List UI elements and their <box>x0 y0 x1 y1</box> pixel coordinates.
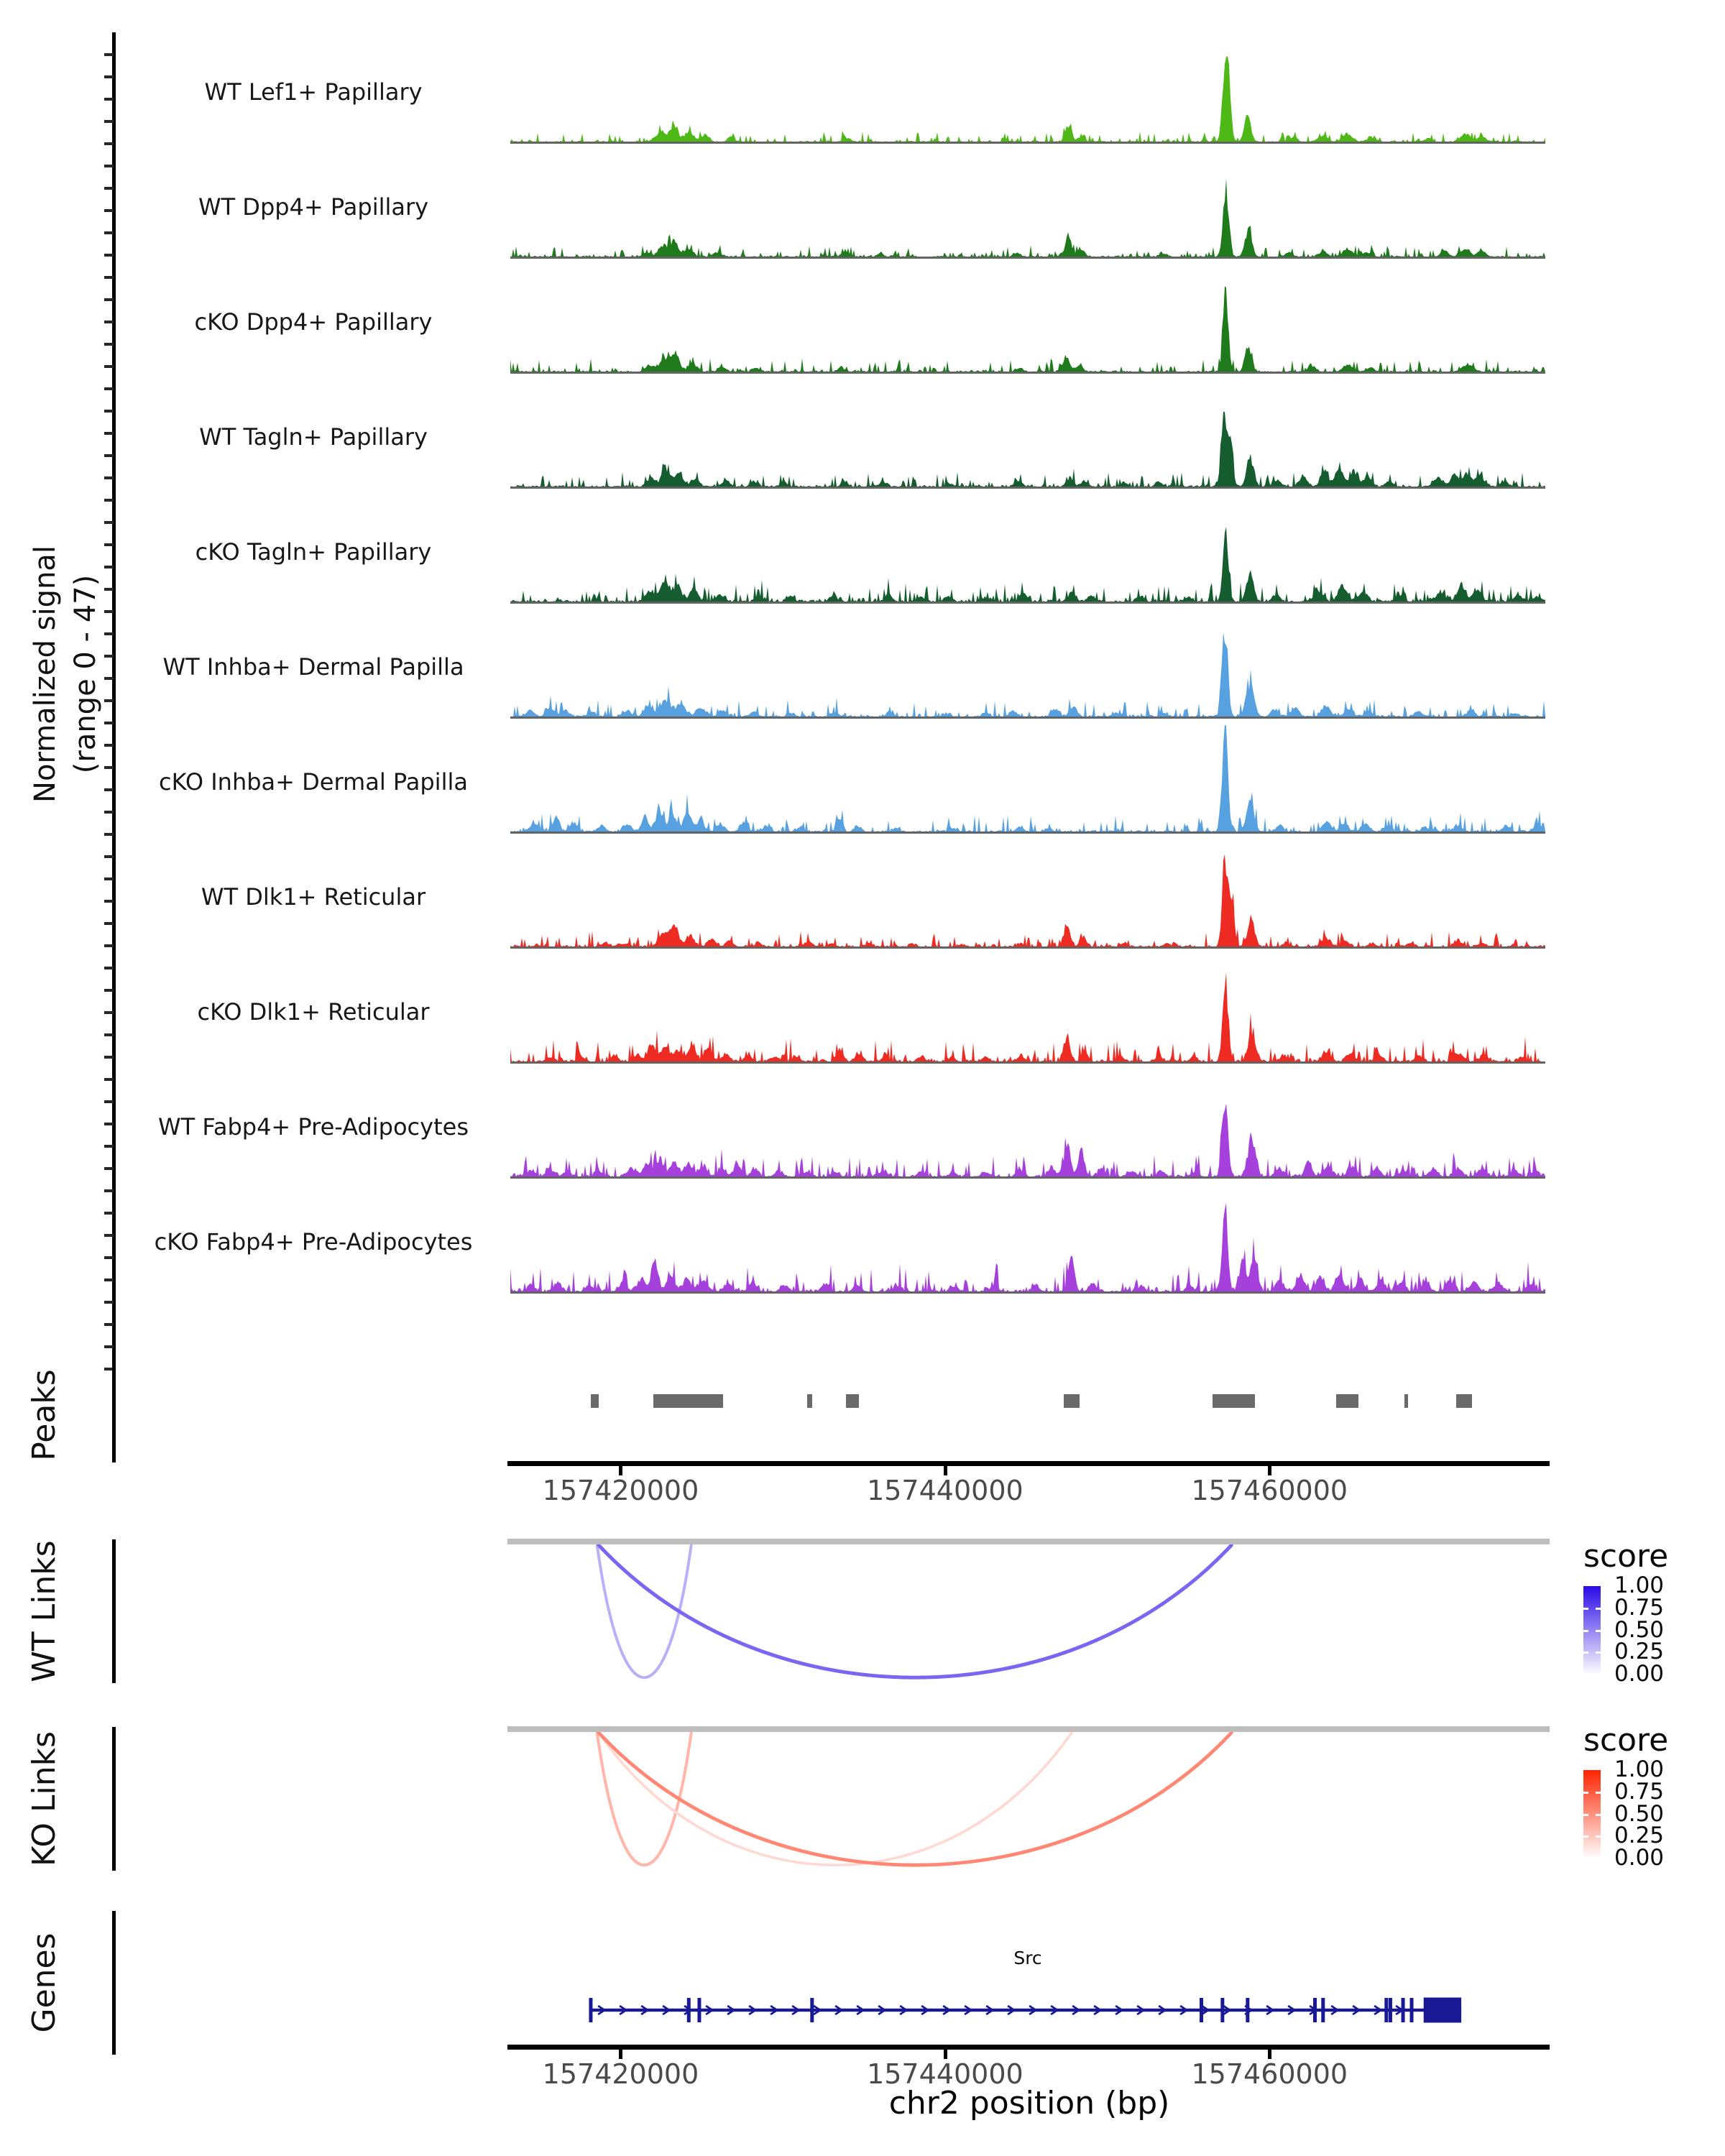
bottom-x-axis-line <box>507 2045 1550 2050</box>
track-label-4: cKO Tagln+ Papillary <box>195 538 432 566</box>
wt-links-section-label: WT Links <box>26 1540 63 1682</box>
gene-name-label: Src <box>1013 1948 1042 1968</box>
x-axis-tick-label: 157420000 <box>542 2058 699 2090</box>
peak-interval <box>1456 1394 1473 1408</box>
legend-value-label: 0.25 <box>1614 1639 1665 1665</box>
x-axis-tick-label: 157460000 <box>1191 1475 1348 1506</box>
x-axis-tick-label: 157460000 <box>1191 2058 1348 2090</box>
y-axis-tick <box>104 120 114 123</box>
peak-interval <box>653 1394 723 1408</box>
gene-exon <box>590 2009 1461 2012</box>
track-label-9: WT Fabp4+ Pre-Adipocytes <box>158 1113 469 1141</box>
legend-value-label: 0.00 <box>1614 1845 1665 1871</box>
wt-links-section-axis <box>112 1539 116 1683</box>
peak-interval <box>1404 1394 1409 1408</box>
legend-value-label: 0.75 <box>1614 1778 1665 1805</box>
gene-exon <box>1246 1998 1249 2022</box>
signal-track-4 <box>510 494 1545 603</box>
track-baseline-2 <box>510 372 1545 374</box>
y-axis-tick <box>104 298 114 301</box>
ko-links-section-label: KO Links <box>26 1731 63 1867</box>
signal-y-axis-label-line2: (range 0 - 47) <box>69 574 102 774</box>
mid-x-axis-line <box>507 1461 1550 1466</box>
gene-model <box>510 1986 1545 2037</box>
signal-track-6 <box>510 724 1545 833</box>
gene-exon <box>589 1998 592 2022</box>
y-axis-tick <box>104 1212 114 1215</box>
track-baseline-9 <box>510 1176 1545 1179</box>
gene-exon <box>1313 1998 1317 2022</box>
track-label-5: WT Inhba+ Dermal Papilla <box>162 653 464 681</box>
signal-track-1 <box>510 149 1545 258</box>
legend-value-label: 1.00 <box>1614 1756 1665 1782</box>
track-label-0: WT Lef1+ Papillary <box>204 78 423 106</box>
x-axis-tick-label: 157440000 <box>867 1475 1024 1506</box>
signal-y-axis-label-line1: Normalized signal <box>29 545 62 803</box>
gene-exon <box>810 1998 814 2022</box>
legend-bar-tick <box>1596 1651 1601 1654</box>
legend-bar-tick <box>1596 1814 1601 1816</box>
signal-track-7 <box>510 839 1545 948</box>
y-axis-tick <box>104 165 114 167</box>
track-label-8: cKO Dlk1+ Reticular <box>197 998 430 1026</box>
legend-bar-tick <box>1596 1608 1601 1610</box>
gene-exon <box>1200 1998 1203 2022</box>
gene-exon <box>1424 1998 1461 2023</box>
y-axis-tick <box>104 254 114 257</box>
track-label-7: WT Dlk1+ Reticular <box>201 883 426 911</box>
track-label-3: WT Tagln+ Papillary <box>199 423 428 451</box>
wt-links-arcs <box>510 1544 1545 1688</box>
track-baseline-7 <box>510 946 1545 949</box>
gene-exon <box>697 1998 701 2022</box>
track-label-10: cKO Fabp4+ Pre-Adipocytes <box>154 1228 473 1256</box>
track-baseline-8 <box>510 1061 1545 1064</box>
peak-interval <box>1336 1394 1359 1408</box>
wt-links-baseline-bar <box>507 1539 1550 1544</box>
y-axis-tick <box>104 1056 114 1059</box>
gene-exon <box>1410 1998 1414 2022</box>
ko-legend-title: score <box>1583 1722 1669 1759</box>
track-baseline-1 <box>510 257 1545 259</box>
legend-value-label: 0.75 <box>1614 1594 1665 1621</box>
genes-section-axis <box>112 1911 116 2055</box>
y-axis-tick <box>104 187 114 190</box>
genes-section-label: Genes <box>26 1932 63 2033</box>
legend-bar-tick <box>1596 1630 1601 1632</box>
y-axis-tick <box>104 1256 114 1259</box>
y-axis-tick <box>104 1033 114 1036</box>
legend-bar-tick <box>1596 1835 1601 1838</box>
track-baseline-10 <box>510 1291 1545 1294</box>
legend-bar-tick <box>1583 1835 1588 1838</box>
track-baseline-6 <box>510 831 1545 834</box>
legend-bar-tick <box>1596 1792 1601 1794</box>
track-label-1: WT Dpp4+ Papillary <box>198 193 429 221</box>
ko-links-section-axis <box>112 1727 116 1871</box>
legend-bar-tick <box>1583 1814 1588 1816</box>
track-baseline-3 <box>510 487 1545 489</box>
y-axis-tick <box>104 1167 114 1170</box>
ko-links-baseline-bar <box>507 1726 1550 1732</box>
y-axis-tick <box>104 1301 114 1304</box>
track-label-6: cKO Inhba+ Dermal Papilla <box>159 768 468 796</box>
y-axis-tick <box>104 276 114 279</box>
y-axis-tick <box>104 343 114 346</box>
x-axis-title: chr2 position (bp) <box>888 2085 1170 2122</box>
legend-value-label: 0.25 <box>1614 1823 1665 1849</box>
peaks-section-axis <box>112 1368 116 1462</box>
legend-value-label: 0.50 <box>1614 1616 1665 1643</box>
link-arc <box>599 1733 1072 1865</box>
signal-track-5 <box>510 609 1545 718</box>
peak-interval <box>1213 1394 1255 1408</box>
signal-track-3 <box>510 379 1545 488</box>
peak-interval <box>807 1394 812 1408</box>
wt-legend-title: score <box>1583 1538 1669 1575</box>
x-axis-tick-label: 157420000 <box>542 1475 699 1506</box>
ko-links-arcs <box>510 1732 1545 1876</box>
signal-track-2 <box>510 264 1545 373</box>
signal-track-10 <box>510 1184 1545 1293</box>
legend-bar-tick <box>1583 1651 1588 1654</box>
y-axis-tick <box>104 53 114 56</box>
link-arc <box>599 1545 1231 1677</box>
peak-interval <box>1064 1394 1080 1408</box>
legend-bar-tick <box>1583 1792 1588 1794</box>
gene-exon <box>1389 1998 1392 2022</box>
y-axis-tick <box>104 1323 114 1326</box>
track-baseline-4 <box>510 602 1545 604</box>
y-axis-tick <box>104 1145 114 1148</box>
signal-track-9 <box>510 1069 1545 1178</box>
signal-track-0 <box>510 34 1545 143</box>
y-axis-tick <box>104 1100 114 1103</box>
peaks-section-label: Peaks <box>26 1369 63 1461</box>
gene-exon <box>1384 1998 1388 2022</box>
y-axis-tick <box>104 1279 114 1281</box>
peak-interval <box>591 1394 599 1408</box>
peak-interval <box>846 1394 859 1408</box>
track-baseline-0 <box>510 142 1545 144</box>
gene-exon <box>1402 1998 1405 2022</box>
y-axis-tick <box>104 231 114 234</box>
gene-exon <box>1220 1998 1224 2022</box>
gene-exon <box>1321 1998 1325 2022</box>
legend-value-label: 1.00 <box>1614 1572 1665 1598</box>
signal-track-8 <box>510 954 1545 1063</box>
track-baseline-5 <box>510 717 1545 719</box>
gene-exon <box>687 1998 691 2022</box>
track-label-2: cKO Dpp4+ Papillary <box>194 308 433 336</box>
y-axis-tick <box>104 1189 114 1192</box>
legend-value-label: 0.00 <box>1614 1661 1665 1687</box>
legend-bar-tick <box>1583 1630 1588 1632</box>
y-axis-tick <box>104 142 114 145</box>
y-axis-tick <box>104 1345 114 1348</box>
legend-value-label: 0.50 <box>1614 1800 1665 1827</box>
y-axis-tick <box>104 1078 114 1081</box>
legend-bar-tick <box>1583 1608 1588 1610</box>
link-arc <box>599 1733 1231 1865</box>
x-axis-tick-label: 157440000 <box>867 2058 1024 2090</box>
